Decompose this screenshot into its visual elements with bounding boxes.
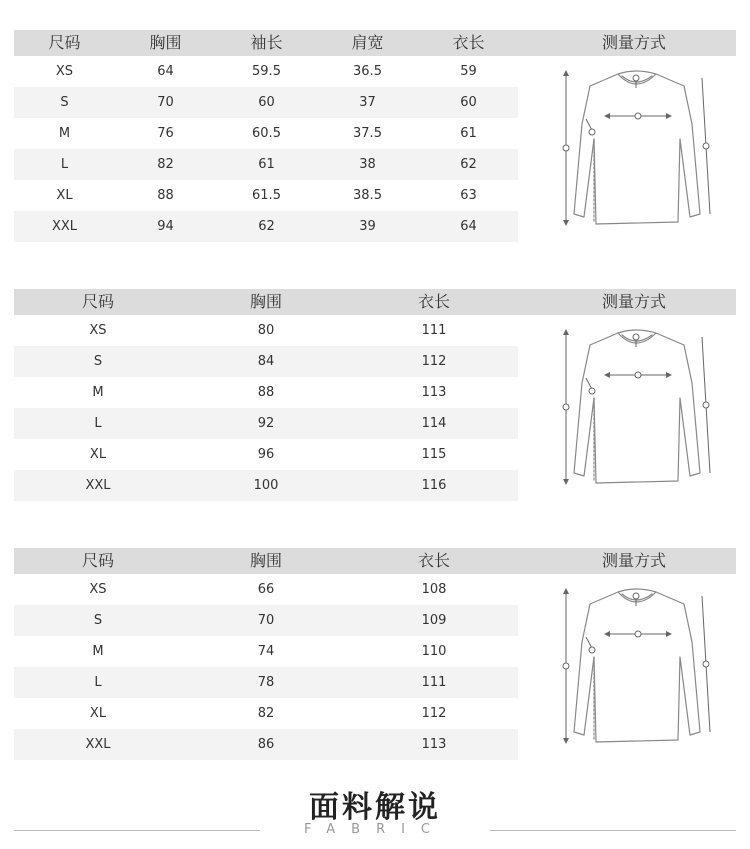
table-cell: 63: [460, 188, 477, 203]
table-row: [14, 211, 518, 242]
table-cell: 60: [460, 95, 477, 110]
table-cell: L: [94, 416, 102, 431]
garment-measure-diagram: [556, 64, 716, 244]
table-cell: 113: [421, 737, 447, 752]
table-cell: 113: [421, 385, 447, 400]
table-cell: 62: [258, 219, 275, 234]
table-cell: S: [93, 354, 103, 369]
table-cell: 112: [421, 354, 447, 369]
table-cell: M: [58, 126, 71, 141]
table-cell: 110: [421, 644, 447, 659]
table-cell: 59: [460, 64, 477, 79]
table-cell: XL: [89, 447, 107, 462]
table-cell: 61.5: [252, 188, 281, 203]
table-cell: 94: [157, 219, 174, 234]
header-size: 尺码: [81, 292, 114, 311]
header-chest: 胸围: [149, 33, 182, 52]
table-cell: XS: [89, 323, 107, 338]
table-cell: 116: [421, 478, 447, 493]
size-table-2: [14, 289, 736, 509]
table-cell: 38.5: [353, 188, 382, 203]
table-cell: 59.5: [252, 64, 281, 79]
table-row: [14, 636, 518, 667]
table-cell: 60.5: [252, 126, 281, 141]
table-row: [14, 439, 518, 470]
table-row: [14, 408, 518, 439]
table-cell: 70: [157, 95, 174, 110]
table-cell: 61: [258, 157, 275, 172]
table-cell: 64: [460, 219, 477, 234]
table-row: [14, 180, 518, 211]
table-cell: 82: [257, 706, 275, 721]
table-cell: 38: [359, 157, 376, 172]
table-row: [14, 315, 518, 346]
table-cell: L: [60, 157, 69, 172]
table-cell: 108: [421, 582, 447, 597]
header-measure: 测量方式: [601, 551, 666, 570]
table-cell: 78: [257, 675, 275, 690]
table-cell: 100: [253, 478, 279, 493]
header-length: 衣长: [417, 551, 450, 570]
table-cell: 36.5: [353, 64, 382, 79]
table-row: [14, 377, 518, 408]
table-cell: 37.5: [353, 126, 382, 141]
table-cell: 84: [257, 354, 275, 369]
table-cell: 86: [257, 737, 275, 752]
table-row: [14, 574, 518, 605]
table-cell: 60: [258, 95, 275, 110]
table-cell: 96: [257, 447, 275, 462]
table-cell: 92: [257, 416, 275, 431]
table-cell: 114: [421, 416, 447, 431]
garment-measure-diagram: [556, 323, 716, 503]
header-length: 衣长: [417, 292, 450, 311]
table-cell: 88: [157, 188, 174, 203]
table-cell: XXL: [51, 219, 78, 234]
table-header: [14, 289, 736, 315]
table-cell: 70: [257, 613, 275, 628]
header-length: 衣长: [452, 33, 485, 52]
size-table-3: [14, 548, 736, 768]
table-cell: XS: [55, 64, 74, 79]
table-cell: S: [60, 95, 69, 110]
header-size: 尺码: [81, 551, 114, 570]
table-row: [14, 87, 518, 118]
size-table-1: [14, 30, 736, 250]
table-cell: 66: [257, 582, 275, 597]
table-row: [14, 346, 518, 377]
table-cell: 111: [421, 675, 447, 690]
header-chest: 胸围: [249, 292, 282, 311]
table-cell: 37: [359, 95, 376, 110]
table-cell: 62: [460, 157, 477, 172]
fabric-section-subtitle: FABRIC: [303, 822, 447, 837]
table-cell: 76: [157, 126, 174, 141]
table-cell: 80: [257, 323, 275, 338]
table-row: [14, 149, 518, 180]
table-header: [14, 30, 736, 56]
header-sleeve: 袖长: [250, 33, 283, 52]
garment-measure-diagram: [556, 582, 716, 762]
table-cell: M: [92, 644, 104, 659]
header-size: 尺码: [48, 33, 81, 52]
table-row: [14, 729, 518, 760]
table-cell: 61: [460, 126, 477, 141]
table-cell: 88: [257, 385, 275, 400]
table-cell: 64: [157, 64, 174, 79]
table-cell: 74: [257, 644, 275, 659]
fabric-section-title: 面料解说: [309, 790, 441, 825]
divider-right: [490, 830, 736, 831]
table-cell: XS: [89, 582, 107, 597]
header-measure: 测量方式: [601, 292, 666, 311]
header-measure: 测量方式: [601, 33, 666, 52]
table-header: [14, 548, 736, 574]
table-cell: 39: [359, 219, 376, 234]
table-cell: M: [92, 385, 104, 400]
table-cell: S: [93, 613, 103, 628]
table-row: [14, 56, 518, 87]
table-cell: 109: [421, 613, 447, 628]
table-row: [14, 667, 518, 698]
table-cell: XXL: [85, 478, 111, 493]
table-cell: 111: [421, 323, 447, 338]
table-row: [14, 118, 518, 149]
table-cell: XL: [89, 706, 107, 721]
table-row: [14, 470, 518, 501]
table-cell: L: [94, 675, 102, 690]
table-cell: 112: [421, 706, 447, 721]
header-chest: 胸围: [249, 551, 282, 570]
table-row: [14, 698, 518, 729]
table-cell: 115: [421, 447, 447, 462]
table-cell: XXL: [85, 737, 111, 752]
table-cell: XL: [56, 188, 73, 203]
table-row: [14, 605, 518, 636]
header-shoulder: 肩宽: [351, 33, 384, 52]
table-cell: 82: [157, 157, 174, 172]
